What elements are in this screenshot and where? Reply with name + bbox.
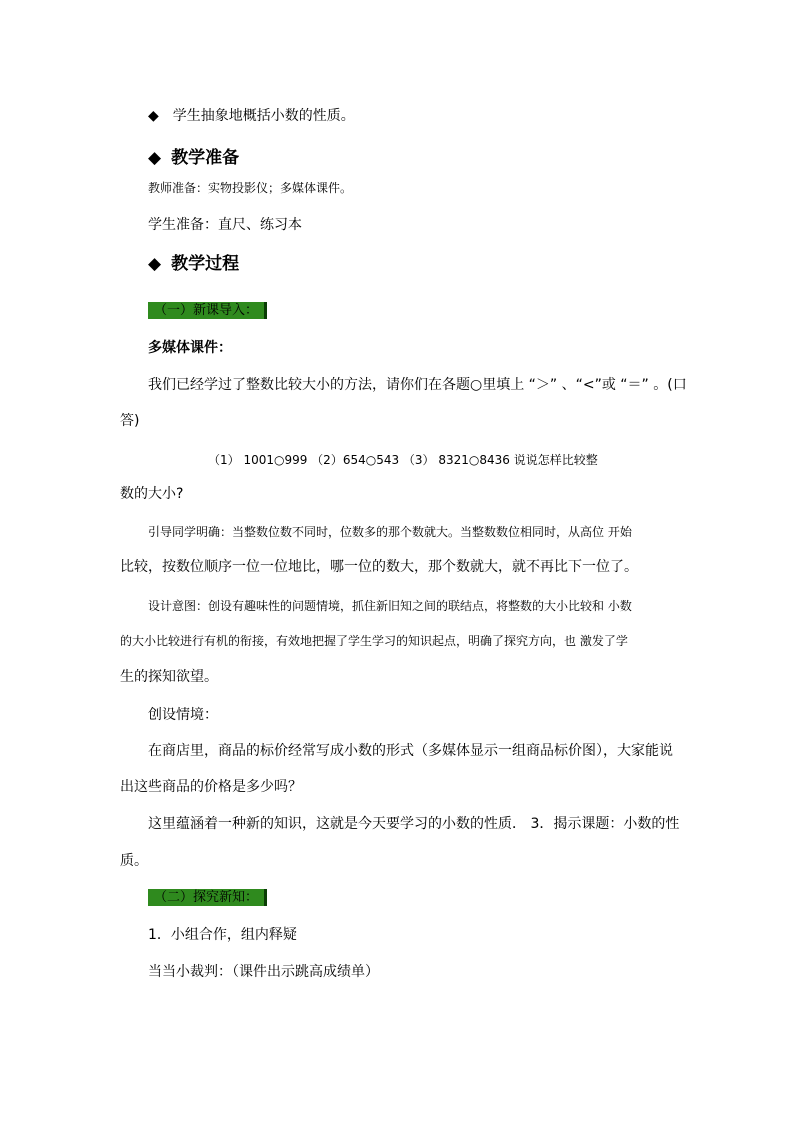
process-heading-text: 教学过程 [171, 254, 240, 274]
comparison-items: （1） 1001○999 （2）654○543 （3） 8321○8436 说说怎样比较整 [208, 453, 598, 467]
section1-subtitle: 多媒体课件： [148, 340, 232, 356]
step-2: 当当小裁判：（课件出示跳高成绩单） [148, 964, 379, 980]
topic-line-1: 这里蕴涵着一种新的知识，这就是今天要学习的小数的性质． 3．揭示课题：小数的性 [148, 816, 680, 832]
diamond-bullet-icon: ◆ [148, 254, 162, 274]
topic-line-2: 质。 [120, 853, 148, 869]
process-heading [148, 252, 239, 276]
design-line-1: 设计意图：创设有趣味性的问题情境，抓住新旧知之间的联结点，将整数的大小比较和 小数 [148, 599, 632, 613]
question-line-2: 答) [120, 413, 140, 429]
step-1: 1．小组合作，组内释疑 [148, 927, 297, 943]
section2-tag: （二）探究新知： [148, 889, 264, 906]
prep-heading [148, 146, 239, 170]
scenario-label: 创设情境： [148, 707, 218, 723]
question-line-1: 我们已经学过了整数比较大小的方法，请你们在各题○里填上 “＞” 、“<”或 “＝” 。(口 [148, 377, 687, 393]
design-line-2: 的大小比较进行有机的衔接，有效地把握了学生学习的知识起点，明确了探究方向，也 激发了学 [120, 634, 628, 648]
diamond-bullet-icon: ◆ [148, 148, 162, 168]
guide-line-2: 比较，按数位顺序一位一位地比，哪一位的数大，那个数就大，就不再比下一位了。 [120, 559, 638, 575]
section1-tag: （一）新课导入： [148, 302, 264, 319]
scenario-line-2: 出这些商品的价格是多少吗？ [120, 779, 302, 795]
design-line-3: 生的探知欲望。 [120, 669, 218, 685]
student-prep: 学生准备：直尺、练习本 [148, 217, 302, 233]
guide-line-1: 引导同学明确：当整数位数不同时，位数多的那个数就大。当整数数位相同时，从高位 开始 [148, 525, 632, 539]
teacher-prep: 教师准备：实物投影仪；多媒体课件。 [148, 181, 353, 195]
diamond-bullet-icon: ◆ [148, 108, 159, 124]
intro-bullet-text: 学生抽象地概括小数的性质。 [172, 108, 355, 124]
intro-bullet-line [148, 106, 355, 126]
scenario-line-1: 在商店里，商品的标价经常写成小数的形式（多媒体显示一组商品标价图），大家能说 [148, 743, 673, 759]
prep-heading-text: 教学准备 [171, 148, 240, 168]
comparison-items-line-2: 数的大小? [120, 486, 184, 502]
